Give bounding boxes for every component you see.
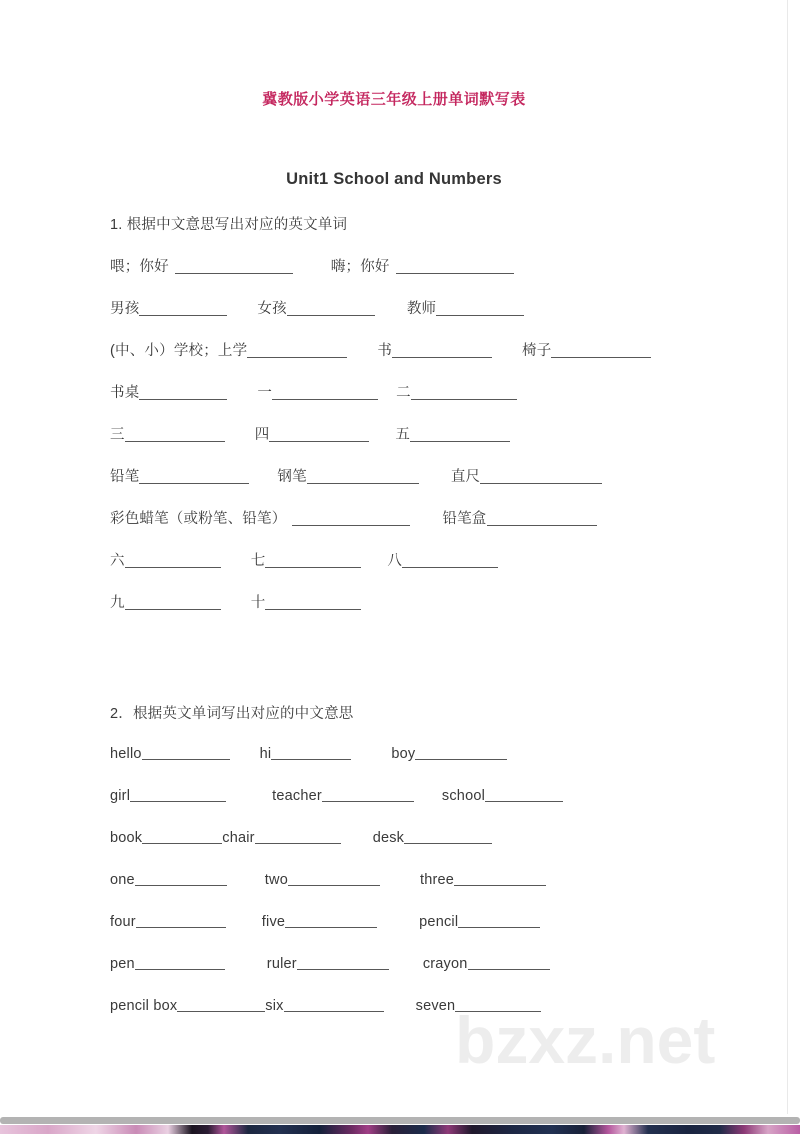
worksheet-item [255, 423, 370, 444]
worksheet-row [110, 745, 750, 787]
worksheet-item [267, 955, 389, 972]
worksheet-term: 铅笔 [110, 469, 140, 485]
worksheet-row [110, 507, 750, 549]
worksheet-term: seven [415, 998, 456, 1014]
worksheet-item [396, 381, 517, 402]
worksheet-term: chair [222, 830, 255, 846]
answer-blank[interactable] [322, 787, 414, 802]
next-page-preview-strip [0, 1125, 800, 1134]
worksheet-row [110, 871, 750, 913]
worksheet-row [110, 339, 750, 381]
worksheet-term: two [264, 872, 288, 888]
answer-blank[interactable] [139, 385, 227, 400]
worksheet-item [420, 871, 546, 888]
worksheet-item [110, 549, 221, 570]
worksheet-term: four [110, 914, 136, 930]
worksheet-term: boy [391, 746, 416, 762]
section-rows [110, 255, 750, 633]
worksheet-term: 女孩 [257, 301, 287, 317]
answer-blank[interactable] [285, 913, 377, 928]
worksheet-term: 钢笔 [277, 469, 307, 485]
worksheet-item [110, 339, 347, 360]
worksheet-term: 喂；你好 [110, 259, 169, 275]
worksheet-term: one [110, 872, 135, 888]
worksheet-item [331, 255, 514, 276]
answer-blank[interactable] [307, 469, 419, 484]
worksheet-term: 一 [257, 385, 273, 401]
worksheet-row [110, 297, 750, 339]
worksheet-item [110, 997, 265, 1014]
worksheet-item [110, 913, 226, 930]
answer-blank[interactable] [288, 871, 380, 886]
worksheet-item [257, 381, 378, 402]
worksheet-item [110, 381, 227, 402]
answer-blank[interactable] [454, 871, 546, 886]
worksheet-term: pencil [419, 914, 459, 930]
worksheet-item [419, 913, 540, 930]
worksheet-item [395, 423, 510, 444]
answer-blank[interactable] [125, 427, 225, 442]
worksheet-term: 二 [396, 385, 411, 401]
answer-blank[interactable] [125, 553, 221, 568]
worksheet-term: 八 [387, 553, 403, 569]
worksheet-item [423, 955, 550, 972]
answer-blank[interactable] [265, 595, 361, 610]
answer-blank[interactable] [255, 829, 341, 844]
worksheet-item [110, 787, 226, 804]
worksheet-term: 书桌 [110, 385, 140, 401]
worksheet-term: 椅子 [522, 343, 552, 359]
worksheet-term: 十 [250, 595, 266, 611]
answer-blank[interactable] [297, 955, 389, 970]
worksheet-item [257, 297, 374, 318]
answer-blank[interactable] [455, 997, 541, 1012]
worksheet-item [265, 997, 383, 1014]
answer-blank[interactable] [139, 301, 227, 316]
answer-blank[interactable] [458, 913, 540, 928]
worksheet-item [110, 255, 293, 276]
worksheet-row [110, 423, 750, 465]
worksheet-term: desk [372, 830, 405, 846]
worksheet-term: 五 [395, 427, 411, 443]
worksheet-item [110, 955, 225, 972]
worksheet-item [277, 465, 418, 486]
worksheet-item [377, 339, 492, 360]
answer-blank[interactable] [404, 829, 492, 844]
worksheet-term: 七 [250, 553, 266, 569]
worksheet-row [110, 549, 750, 591]
worksheet-term: hello [110, 746, 142, 762]
worksheet-term: school [441, 788, 486, 804]
worksheet-item [222, 829, 340, 846]
answer-blank[interactable] [284, 997, 384, 1012]
worksheet-row [110, 787, 750, 829]
worksheet-row [110, 913, 750, 955]
worksheet-term: 直尺 [450, 469, 481, 485]
worksheet-term: 彩色蜡笔（或粉笔、铅笔） [110, 511, 287, 527]
worksheet-item [265, 871, 380, 888]
worksheet-item [391, 745, 507, 762]
worksheet-term: three [419, 872, 455, 888]
answer-blank[interactable] [247, 343, 347, 358]
section-chinese-to-english [110, 213, 750, 633]
answer-blank[interactable] [272, 385, 378, 400]
worksheet-item [416, 997, 542, 1014]
worksheet-term: (中、小）学校；上学 [110, 343, 248, 359]
worksheet-term: 嗨；你好 [330, 259, 390, 275]
answer-blank[interactable] [292, 511, 410, 526]
worksheet-term: 四 [254, 427, 270, 443]
answer-blank[interactable] [265, 553, 361, 568]
worksheet-row [110, 829, 750, 871]
answer-blank[interactable] [436, 301, 524, 316]
answer-blank[interactable] [487, 511, 597, 526]
worksheet-term: hi [259, 746, 272, 762]
section-rows [110, 745, 750, 1039]
worksheet-item [260, 745, 352, 762]
answer-blank[interactable] [271, 745, 351, 760]
section-heading: 2．根据英文单词写出对应的中文意思 [110, 706, 354, 722]
worksheet-item [110, 297, 227, 318]
unit-title: Unit1 School and Numbers [286, 170, 502, 188]
answer-blank[interactable] [175, 259, 293, 274]
worksheet-term: book [110, 830, 143, 846]
worksheet-term: 三 [110, 427, 125, 443]
worksheet-item [110, 591, 221, 612]
worksheet-item [262, 913, 377, 930]
answer-blank[interactable] [142, 829, 222, 844]
answer-blank[interactable] [142, 745, 230, 760]
worksheet-row [110, 255, 750, 297]
worksheet-term: six [265, 998, 284, 1014]
answer-blank[interactable] [135, 955, 225, 970]
worksheet-row [110, 955, 750, 997]
worksheet-row [110, 465, 750, 507]
answer-blank[interactable] [402, 553, 498, 568]
answer-blank[interactable] [468, 955, 550, 970]
worksheet-item [110, 871, 227, 888]
worksheet-term: pen [110, 956, 135, 972]
answer-blank[interactable] [396, 259, 514, 274]
answer-blank[interactable] [125, 595, 221, 610]
worksheet-item [373, 829, 492, 846]
worksheet-term: 教师 [406, 301, 437, 317]
worksheet-term: 书 [377, 343, 393, 359]
answer-blank[interactable] [485, 787, 563, 802]
worksheet-term: pencil box [110, 998, 178, 1014]
answer-blank[interactable] [136, 913, 226, 928]
answer-blank[interactable] [551, 343, 651, 358]
worksheet-item [272, 787, 414, 804]
worksheet-term: 六 [110, 553, 125, 569]
answer-blank[interactable] [480, 469, 602, 484]
answer-blank[interactable] [130, 787, 226, 802]
worksheet-item [251, 549, 362, 570]
answer-blank[interactable] [269, 427, 369, 442]
worksheet-item [110, 465, 249, 486]
worksheet-item [407, 297, 524, 318]
worksheet-term: ruler [266, 956, 297, 972]
worksheet-term: girl [110, 788, 131, 804]
page-divider [0, 1117, 800, 1124]
worksheet-term: 九 [110, 595, 125, 611]
worksheet-item [442, 787, 563, 804]
worksheet-row [110, 997, 750, 1039]
worksheet-term: teacher [272, 788, 322, 804]
worksheet-item [110, 745, 230, 762]
answer-blank[interactable] [139, 469, 249, 484]
worksheet-row [110, 381, 750, 423]
answer-blank[interactable] [410, 427, 510, 442]
worksheet-item [442, 507, 596, 528]
answer-blank[interactable] [411, 385, 517, 400]
worksheet-term: crayon [422, 956, 468, 972]
section-heading: 1. 根据中文意思写出对应的英文单词 [110, 217, 348, 233]
answer-blank[interactable] [287, 301, 375, 316]
section-english-to-chinese [110, 702, 750, 1039]
worksheet-item [387, 549, 498, 570]
watermark: bzxz.net [455, 1003, 716, 1077]
answer-blank[interactable] [392, 343, 492, 358]
answer-blank[interactable] [135, 871, 227, 886]
answer-blank[interactable] [415, 745, 507, 760]
worksheet-item [251, 591, 362, 612]
worksheet-item [110, 423, 225, 444]
worksheet-item [110, 507, 410, 528]
page-title: 冀教版小学英语三年级上册单词默写表 [262, 91, 526, 108]
worksheet-term: five [261, 914, 286, 930]
answer-blank[interactable] [177, 997, 265, 1012]
worksheet-item [522, 339, 651, 360]
worksheet-term: 铅笔盒 [442, 511, 487, 527]
worksheet-row [110, 591, 750, 633]
worksheet-item [451, 465, 602, 486]
worksheet-term: 男孩 [110, 301, 140, 317]
worksheet-item [110, 829, 222, 846]
